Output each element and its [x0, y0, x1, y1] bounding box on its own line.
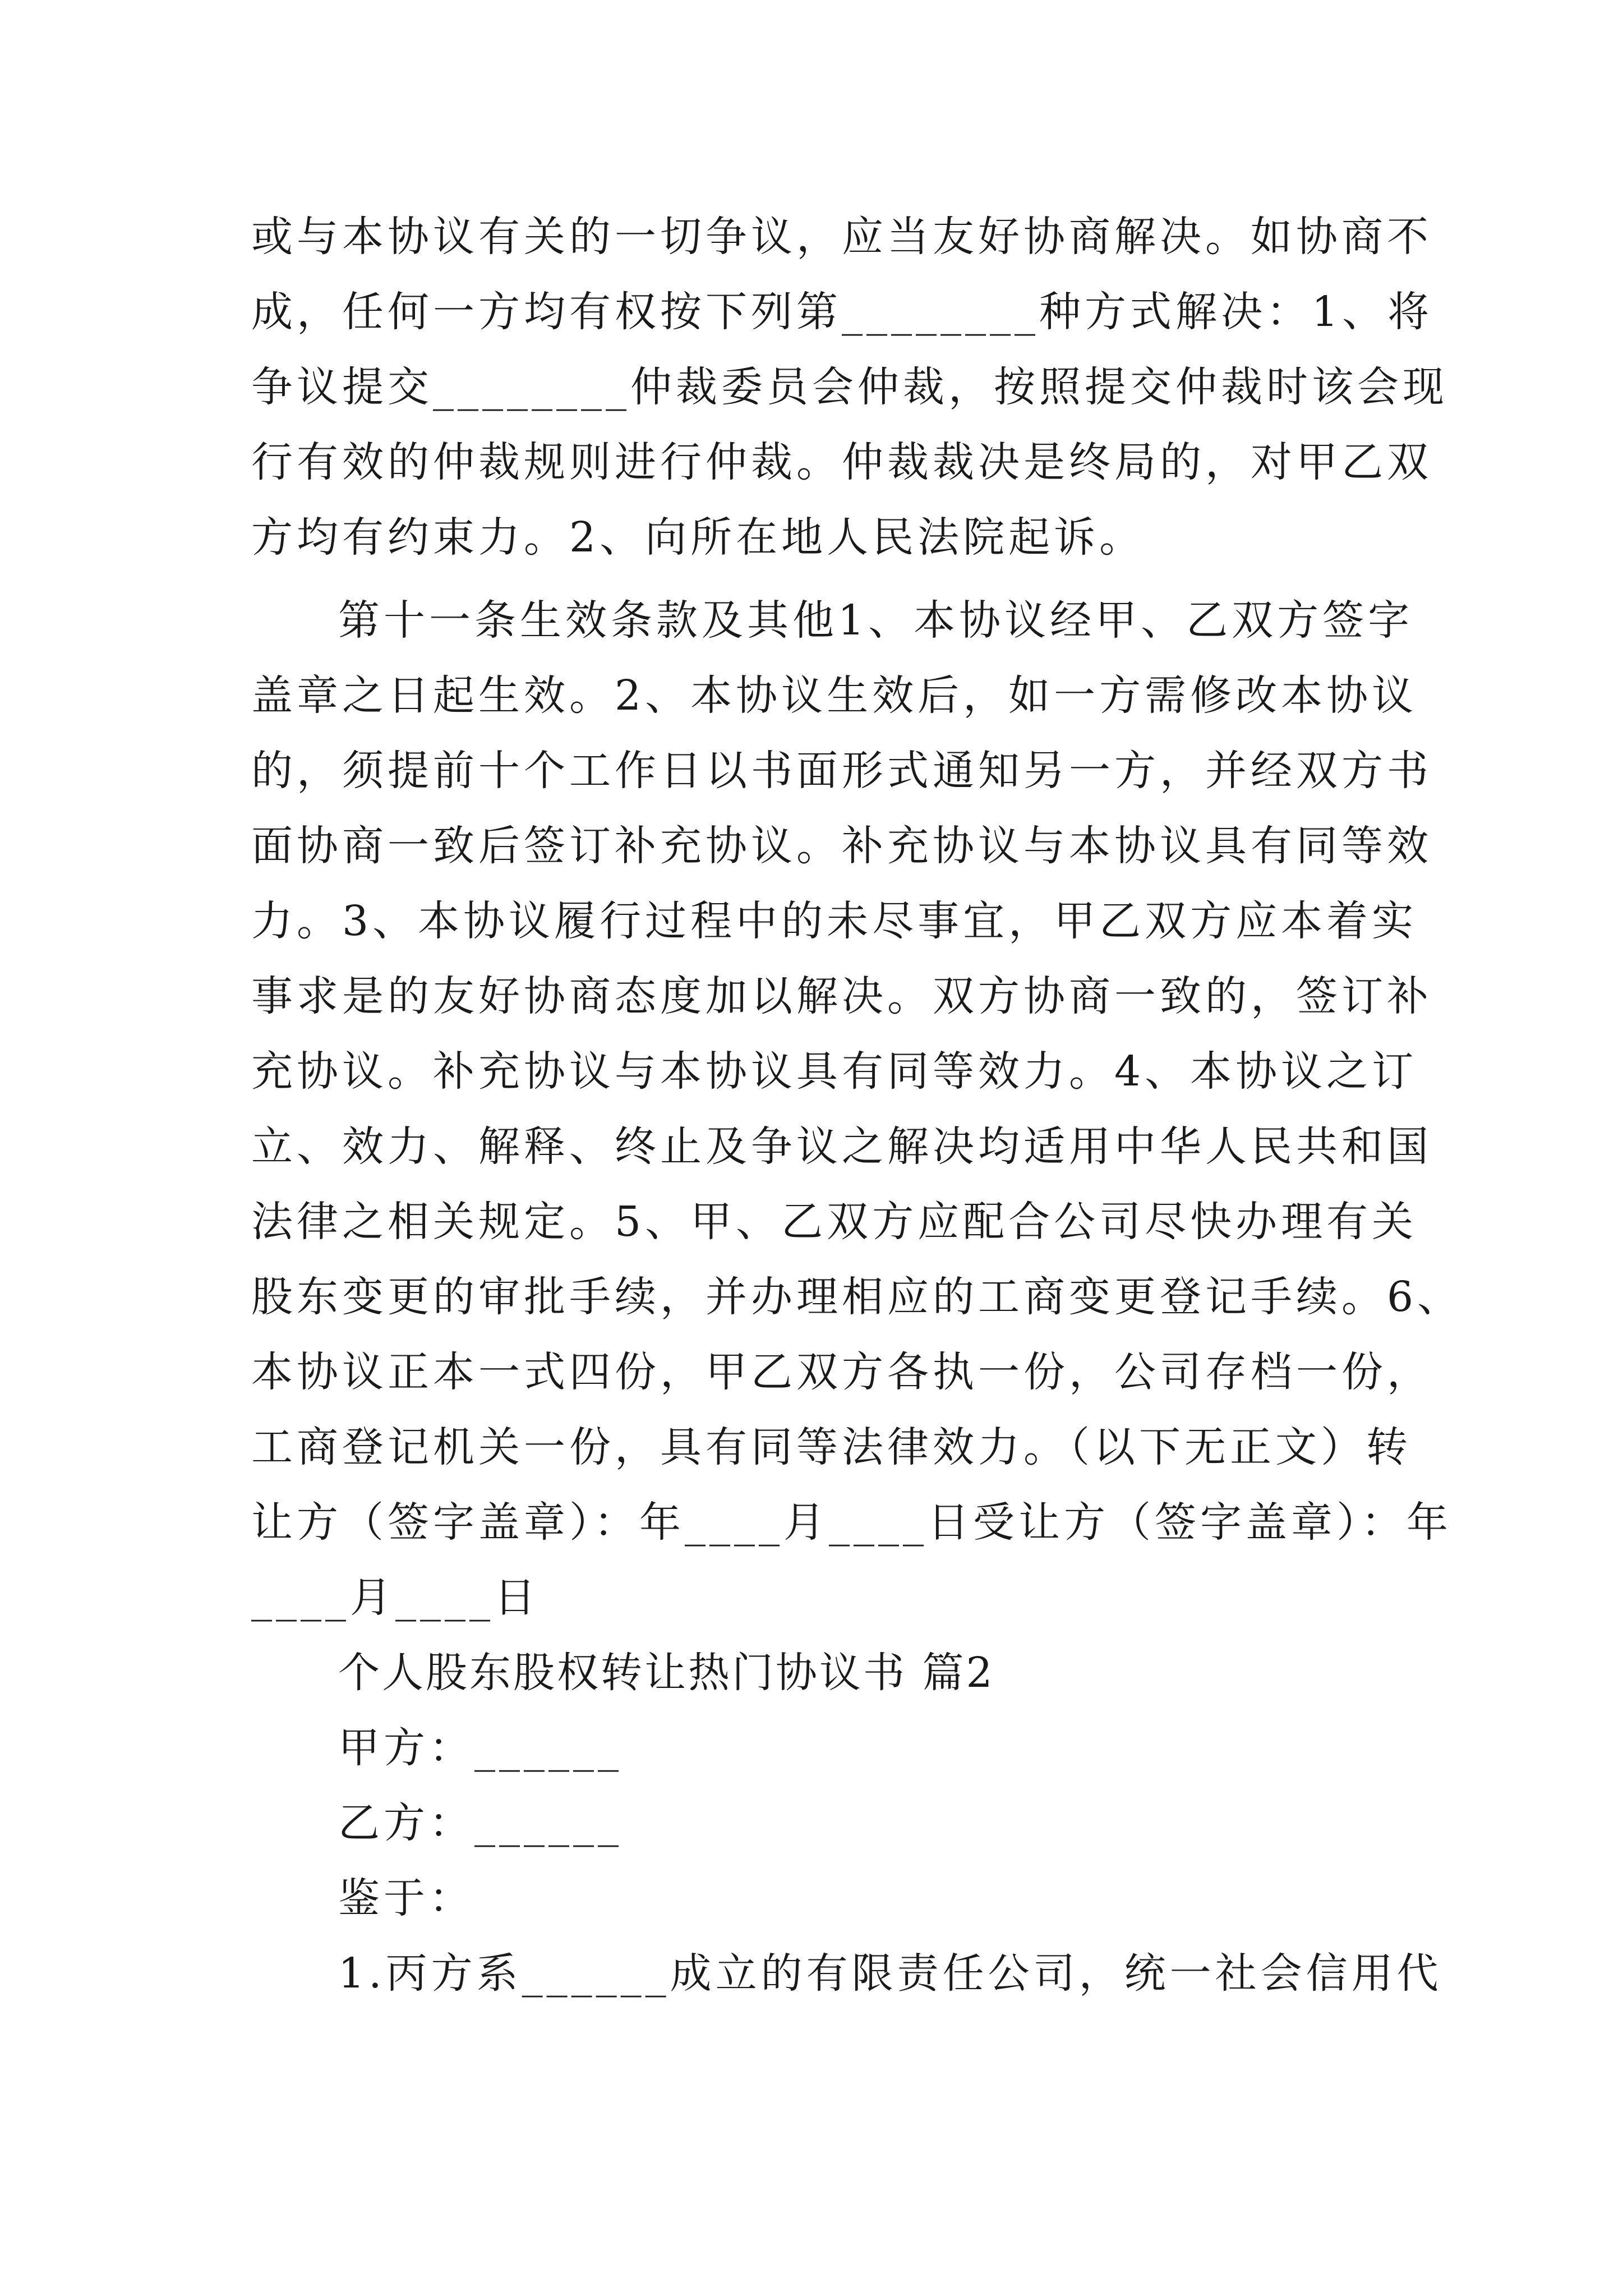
text-line: 工商登记机关一份，具有同等法律效力。（以下无正文）转 [251, 1423, 1412, 1471]
section-heading: 个人股东股权转让热门协议书 篇2 [338, 1649, 995, 1697]
signature-line: 让方（签字盖章）：年____月____日受让方（签字盖章）：年 [251, 1498, 1452, 1547]
text-line: 法律之相关规定。5、甲、乙双方应配合公司尽快办理有关 [251, 1198, 1418, 1246]
text-line: 立、效力、解释、终止及争议之解决均适用中华人民共和国 [251, 1122, 1432, 1171]
text-line: 事求是的友好协商态度加以解决。双方协商一致的，签订补 [251, 972, 1432, 1020]
text-line: 方均有约束力。2、向所在地人民法院起诉。 [251, 513, 1145, 562]
text-line: 成，任何一方均有权按下列第________种方式解决：1、将 [251, 288, 1433, 336]
party-a-line: 甲方：______ [338, 1724, 623, 1772]
text-line: 充协议。补充协议与本协议具有同等效力。4、本协议之订 [251, 1047, 1418, 1096]
text-line: 面协商一致后签订补充协议。补充协议与本协议具有同等效 [251, 822, 1432, 870]
document-body [251, 199, 1463, 2011]
clause-1-line: 1.丙方系______成立的有限责任公司，统一社会信用代 [338, 1949, 1442, 1998]
text-line: 股东变更的审批手续，并办理相应的工商变更登记手续。6、 [251, 1273, 1463, 1321]
section-eleven-first-line: 第十一条生效条款及其他1、本协议经甲、乙双方签字 [338, 596, 1414, 645]
text-line: 争议提交________仲裁委员会仲裁，按照提交仲裁时该会现 [251, 363, 1448, 411]
text-line: 或与本协议有关的一切争议，应当友好协商解决。如协商不 [251, 213, 1432, 261]
whereas-line: 鉴于： [338, 1874, 474, 1922]
date-line: ____月____日 [251, 1573, 540, 1622]
text-line: 行有效的仲裁规则进行仲裁。仲裁裁决是终局的，对甲乙双 [251, 438, 1432, 486]
text-line: 的，须提前十个工作日以书面形式通知另一方，并经双方书 [251, 747, 1432, 795]
party-b-line: 乙方：______ [338, 1799, 623, 1847]
text-line: 力。3、本协议履行过程中的未尽事宜，甲乙双方应本着实 [251, 897, 1418, 945]
text-line: 本协议正本一式四份，甲乙双方各执一份，公司存档一份， [251, 1348, 1432, 1396]
text-line: 盖章之日起生效。2、本协议生效后，如一方需修改本协议 [251, 671, 1418, 720]
